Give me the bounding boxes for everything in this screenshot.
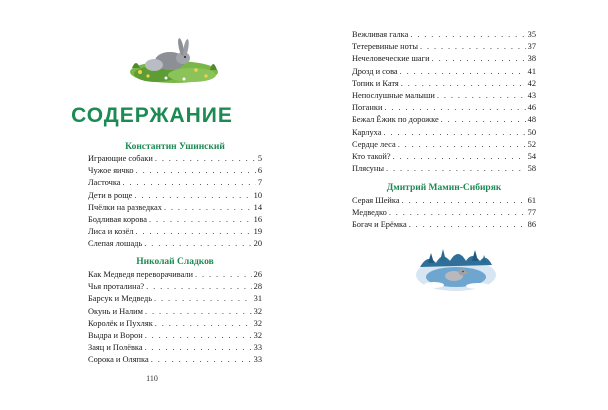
toc-entry-page: 42 xyxy=(527,78,536,88)
toc-entry-page: 20 xyxy=(253,239,262,249)
toc-entry-page: 41 xyxy=(527,66,536,76)
toc-entry-title: Играющие собаки xyxy=(88,154,153,163)
toc-entry-title: Выдра и Ворон xyxy=(88,330,143,340)
dot-leader xyxy=(145,330,252,342)
toc-entry-page: 37 xyxy=(527,42,536,52)
toc-entry[interactable] xyxy=(352,127,536,139)
toc-entry-page: 61 xyxy=(527,196,536,205)
toc-entry[interactable] xyxy=(88,318,262,330)
toc-entry[interactable] xyxy=(88,354,262,366)
dot-leader xyxy=(386,163,526,175)
dot-leader xyxy=(384,102,525,114)
toc-entry-title: Плясуны xyxy=(352,164,384,174)
toc-entry-page: 33 xyxy=(253,343,262,353)
dot-leader xyxy=(164,202,252,214)
toc-entry[interactable] xyxy=(352,195,536,207)
toc-entry-page: 50 xyxy=(527,127,536,137)
toc-entry[interactable] xyxy=(88,214,262,226)
dot-leader xyxy=(136,165,256,177)
toc-entry-page: 35 xyxy=(527,30,536,39)
page-title: СОДЕРЖАНИЕ xyxy=(71,104,233,127)
toc-entry[interactable] xyxy=(88,306,262,318)
dot-leader xyxy=(401,78,526,90)
author-heading: Николай Сладков xyxy=(136,257,214,267)
dot-leader xyxy=(441,114,526,126)
dot-leader xyxy=(398,139,526,151)
toc-entry-title: Лиса и козёл xyxy=(88,227,134,237)
toc-entry-title: Ласточка xyxy=(88,178,121,188)
dot-leader xyxy=(123,177,256,189)
toc-entry-title: Карлуха xyxy=(352,127,382,137)
toc-entry[interactable] xyxy=(352,151,536,163)
toc-entry-page: 43 xyxy=(527,90,536,100)
toc-entry[interactable] xyxy=(352,219,536,231)
toc-entry[interactable] xyxy=(352,41,536,53)
dot-leader xyxy=(155,153,256,165)
toc-entry[interactable] xyxy=(352,29,536,41)
toc-entry-page: 5 xyxy=(257,154,262,163)
toc-entry-title: Тетеревиные ноты xyxy=(352,42,418,52)
toc-list-mamin-sibiryak xyxy=(352,195,536,232)
toc-entry-title: Сорока и Оляпка xyxy=(88,355,149,365)
dot-leader xyxy=(432,53,526,65)
winter-duck-illustration xyxy=(414,237,498,295)
toc-entry[interactable] xyxy=(352,207,536,219)
toc-entry-title: Чья проталина? xyxy=(88,282,145,292)
toc-entry[interactable] xyxy=(88,165,262,177)
toc-entry-page: 26 xyxy=(253,270,262,279)
toc-list-sladkov xyxy=(88,269,262,367)
dot-leader xyxy=(134,190,251,202)
author-heading: Дмитрий Мамин-Сибиряк xyxy=(386,183,502,193)
dot-leader xyxy=(154,293,252,305)
dot-leader xyxy=(146,281,252,293)
toc-entry[interactable] xyxy=(88,281,262,293)
dot-leader xyxy=(400,66,526,78)
toc-entry-title: Пчёлки на разведках xyxy=(88,202,162,212)
toc-entry-page: 54 xyxy=(527,151,536,161)
dot-leader xyxy=(145,342,252,354)
dot-leader xyxy=(389,207,526,219)
toc-entry-title: Нечеловеческие шаги xyxy=(352,54,430,64)
toc-entry-title: Сердце леса xyxy=(352,139,396,149)
toc-entry-page: 10 xyxy=(253,190,262,200)
toc-entry-title: Серая Шейка xyxy=(352,196,400,205)
toc-entry-title: Бодливая корова xyxy=(88,214,147,224)
toc-entry-page: 38 xyxy=(527,54,536,64)
toc-entry-page: 52 xyxy=(527,139,536,149)
toc-entry-page: 48 xyxy=(527,115,536,125)
dot-leader xyxy=(383,127,525,139)
toc-entry-page: 58 xyxy=(527,164,536,174)
toc-entry[interactable] xyxy=(88,342,262,354)
author-heading: Константин Ушинский xyxy=(125,142,225,152)
toc-entry[interactable] xyxy=(352,114,536,126)
toc-entry-page: 86 xyxy=(527,220,536,230)
dot-leader xyxy=(135,226,251,238)
toc-entry[interactable] xyxy=(88,153,262,165)
dot-leader xyxy=(393,151,526,163)
toc-entry-page: 14 xyxy=(253,202,262,212)
toc-entry-title: Непослушные малыши xyxy=(352,90,435,100)
toc-entry-page: 32 xyxy=(253,306,262,316)
dot-leader xyxy=(410,29,525,41)
toc-entry-page: 46 xyxy=(527,103,536,113)
toc-entry[interactable] xyxy=(352,163,536,175)
toc-entry-title: Заяц и Полёвка xyxy=(88,343,143,353)
toc-entry-title: Поганки xyxy=(352,103,383,113)
toc-entry-page: 33 xyxy=(253,355,262,365)
toc-entry[interactable] xyxy=(88,202,262,214)
toc-entry[interactable] xyxy=(88,226,262,238)
toc-entry[interactable] xyxy=(88,190,262,202)
dot-leader xyxy=(155,318,252,330)
toc-entry[interactable] xyxy=(352,53,536,65)
toc-entry-title: Богач и Ерёмка xyxy=(352,220,407,230)
toc-entry-page: 31 xyxy=(253,294,262,304)
toc-entry-title: Королёк и Пухляк xyxy=(88,318,153,328)
toc-list-sladkov-continued xyxy=(352,29,536,175)
dot-leader xyxy=(151,354,252,366)
dot-leader xyxy=(437,90,526,102)
toc-entry[interactable] xyxy=(352,102,536,114)
toc-entry[interactable] xyxy=(88,293,262,305)
toc-entry[interactable] xyxy=(88,330,262,342)
dot-leader xyxy=(420,41,526,53)
toc-entry-page: 19 xyxy=(253,227,262,237)
toc-entry[interactable] xyxy=(88,177,262,189)
toc-entry-title: Слепая лошадь xyxy=(88,239,143,249)
dot-leader xyxy=(195,269,252,281)
dot-leader xyxy=(409,219,526,231)
toc-entry[interactable] xyxy=(352,139,536,151)
toc-entry[interactable] xyxy=(352,66,536,78)
toc-entry[interactable] xyxy=(352,90,536,102)
toc-entry-title: Медведко xyxy=(352,208,387,218)
toc-entry-page: 7 xyxy=(257,178,262,188)
toc-entry[interactable] xyxy=(352,78,536,90)
toc-entry[interactable] xyxy=(88,238,262,250)
dot-leader xyxy=(144,238,251,250)
toc-entry-title: Бежал Ёжик по дорожке xyxy=(352,115,439,125)
toc-entry[interactable] xyxy=(88,269,262,281)
dot-leader xyxy=(145,306,252,318)
toc-entry-page: 16 xyxy=(253,214,262,224)
page-number: 110 xyxy=(146,374,158,383)
rabbits-on-meadow-illustration xyxy=(126,28,222,86)
toc-entry-title: Топик и Катя xyxy=(352,78,399,88)
toc-entry-title: Как Медведя переворачивали xyxy=(88,270,194,279)
toc-list-ushinsky xyxy=(88,153,262,251)
toc-entry-title: Барсук и Медведь xyxy=(88,294,153,304)
toc-entry-title: Дети в роще xyxy=(88,190,133,200)
toc-entry-title: Дрозд и сова xyxy=(352,66,398,76)
dot-leader xyxy=(402,195,526,207)
toc-entry-title: Окунь и Налим xyxy=(88,306,143,316)
right-page xyxy=(304,0,608,410)
toc-entry-page: 32 xyxy=(253,318,262,328)
toc-entry-title: Кто такой? xyxy=(352,151,391,161)
toc-entry-page: 77 xyxy=(527,208,536,218)
toc-entry-title: Чужое яичко xyxy=(88,166,134,176)
toc-entry-title: Вежливая галка xyxy=(352,30,409,39)
toc-entry-page: 6 xyxy=(257,166,262,176)
toc-entry-page: 32 xyxy=(253,330,262,340)
toc-entry-page: 28 xyxy=(253,282,262,292)
dot-leader xyxy=(149,214,252,226)
